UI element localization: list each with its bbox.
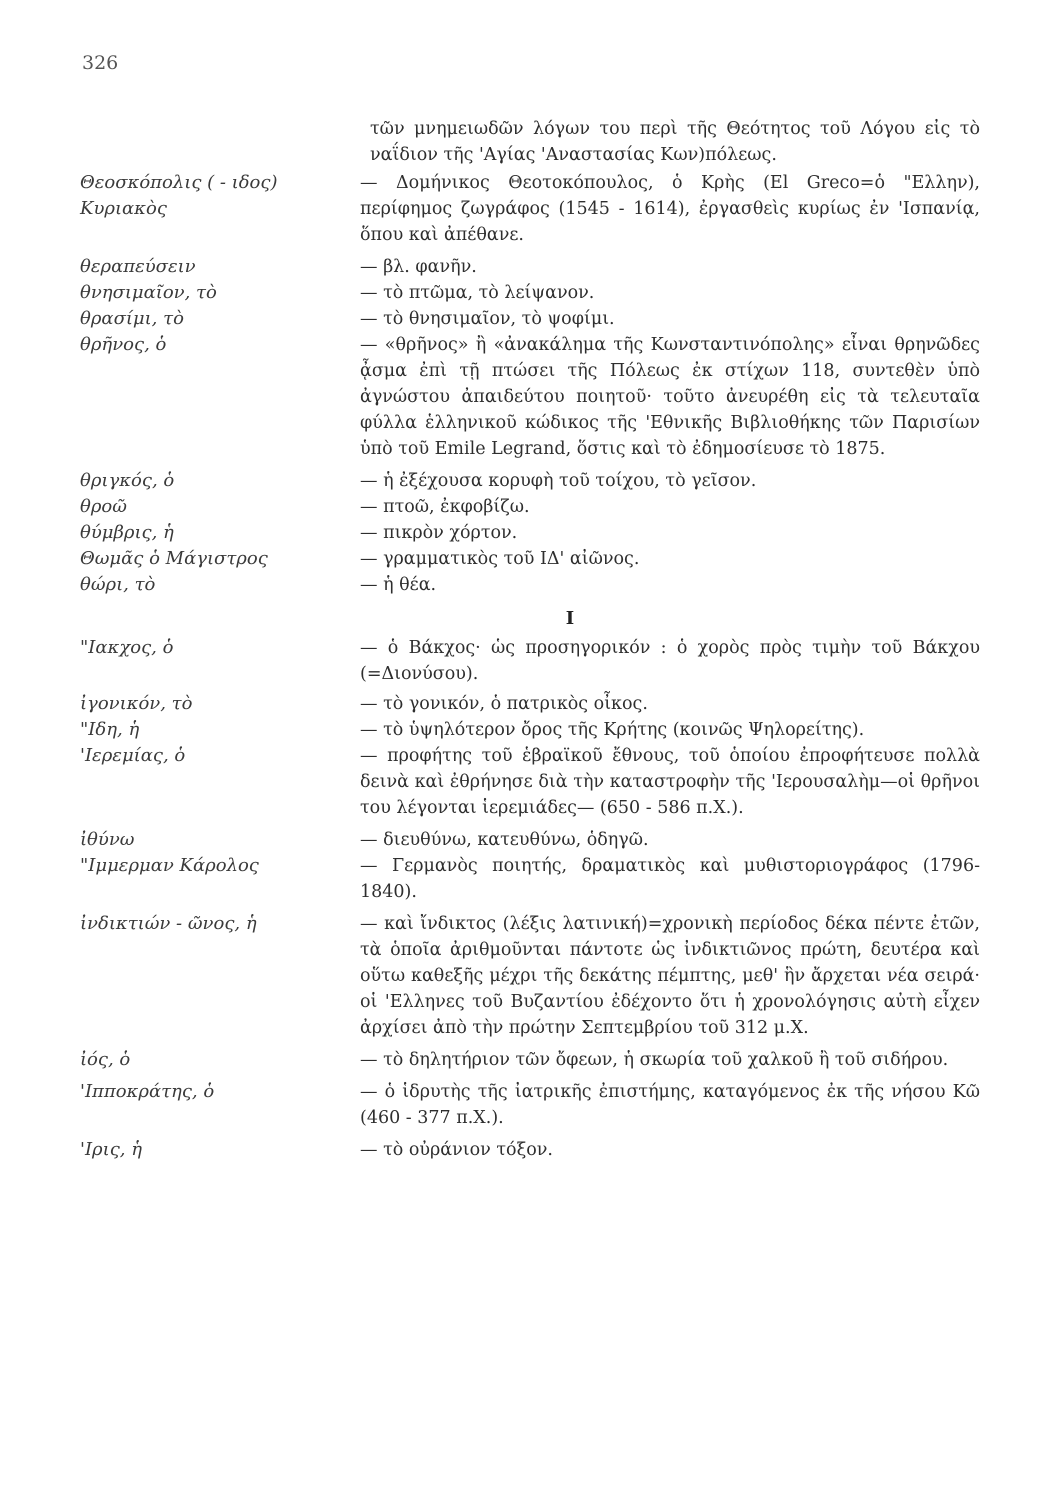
entry-definition: — τὸ οὐράνιον τόξον. bbox=[360, 1140, 553, 1160]
entry-term: Θωμᾶς ὁ Μάγιστρος bbox=[80, 548, 268, 569]
glossary-entry bbox=[80, 853, 980, 905]
entry-term: ἰθύνω bbox=[80, 829, 135, 850]
glossary-entry bbox=[80, 572, 980, 598]
entry-definition: — Γερμανὸς ποιητής, δραματικὸς καὶ μυθιστοριογράφος (1796-1840). bbox=[360, 856, 980, 902]
entry-definition: — καὶ ἴνδικτος (λέξις λατινική)=χρονικὴ περίοδος δέκα πέντε ἐτῶν, τὰ ὁποῖα ἀριθμοῦνται πάντοτε ὡς ἰνδικτιῶνος πρώτη, δευτέρα καὶ οὕτω καθεξῆς μέχρι τῆς δεκάτης πέμπτης, μεθ' ἣν ἄρχεται νέα σειρά· οἱ 'Ελληνες τοῦ Βυζαντίου ἐδέχοντο ὅτι ἡ χρονολόγησις αὐτὴ εἶχεν ἀρχίσει ἀπὸ τὴν πρώτην Σεπτεμβρίου τοῦ 312 μ.Χ. bbox=[360, 914, 980, 1038]
entry-term: Θεοσκόπολις ( - ιδος) Κυριακὸς bbox=[80, 172, 278, 219]
entry-term: θεραπεύσειν bbox=[80, 256, 196, 277]
entry-term: 'Ιρις, ἡ bbox=[80, 1139, 143, 1160]
entry-definition: — προφήτης τοῦ ἑβραϊκοῦ ἔθνους, τοῦ ὁποίου ἐπροφήτευσε πολλὰ δεινὰ καὶ ἐθρήνησε διὰ τὴν καταστροφὴν τῆς 'Ιερουσαλὴμ—οἱ θρῆνοι του λέγονται ἱερεμιάδες— (650 - 586 π.Χ.). bbox=[360, 746, 980, 818]
entry-term: 'Ιπποκράτης, ὁ bbox=[80, 1081, 215, 1102]
entry-term: θρῆνος, ὁ bbox=[80, 334, 167, 355]
glossary-entry bbox=[80, 468, 980, 494]
entry-definition: — πτοῶ, ἐκφοβίζω. bbox=[360, 497, 530, 517]
entry-definition: — «θρῆνος» ἢ «ἀνακάλημα τῆς Κωνσταντινόπολης» εἶναι θρηνῶδες ᾆσμα ἐπὶ τῇ πτώσει τῆς Πόλεως ἐκ στίχων 118, συντεθὲν ὑπὸ ἀγνώστου ἀπαιδεύτου ποιητοῦ· τοῦτο ἀνευρέθη εἰς τὰ τελευταῖα φύλλα ἑλληνικοῦ κώδικος τῆς 'Εθνικῆς Βιβλιοθήκης τῶν Παρισίων ὑπὸ τοῦ Emile Legrand, ὅστις καὶ τὸ ἐδημοσίευσε τὸ 1875. bbox=[360, 335, 980, 459]
entry-definition: — τὸ ὑψηλότερον ὄρος τῆς Κρήτης (κοινῶς Ψηλορείτης). bbox=[360, 720, 865, 740]
entry-term: θρασίμι, τὸ bbox=[80, 308, 184, 329]
glossary-entry-continuation bbox=[80, 116, 980, 168]
entry-definition: — ὁ ἱδρυτὴς τῆς ἰατρικῆς ἐπιστήμης, καταγόμενος ἐκ τῆς νήσου Κῶ (460 - 377 π.Χ.). bbox=[360, 1082, 980, 1128]
glossary-entry bbox=[80, 1137, 980, 1163]
entry-definition: — τὸ θνησιμαῖον, τὸ ψοφίμι. bbox=[360, 309, 615, 329]
glossary-entry bbox=[80, 306, 980, 332]
entry-term: ἰγονικόν, τὸ bbox=[80, 693, 193, 714]
glossary-entries bbox=[80, 116, 980, 1163]
entry-definition: — πικρὸν χόρτον. bbox=[360, 523, 518, 543]
entry-term: "Ιμμερμαν Κάρολος bbox=[80, 855, 259, 876]
glossary-entry bbox=[80, 635, 980, 687]
entry-term: θώρι, τὸ bbox=[80, 574, 156, 595]
entry-term: ἰνδικτιών - ῶνος, ἡ bbox=[80, 913, 257, 934]
glossary-entry bbox=[80, 332, 980, 462]
letter-heading: I bbox=[565, 608, 575, 629]
entry-definition: — Δομήνικος Θεοτοκόπουλος, ὁ Κρὴς (El Greco=ὁ "Ελλην), περίφημος ζωγράφος (1545 - 1614), ἐργασθεὶς κυρίως ἐν 'Ισπανίᾳ, ὅπου καὶ ἀπέθανε. bbox=[360, 173, 980, 245]
glossary-entry bbox=[80, 1047, 980, 1073]
entry-definition: — ἡ θέα. bbox=[360, 575, 437, 595]
entry-definition: τῶν μνημειωδῶν λόγων του περὶ τῆς Θεότητος τοῦ Λόγου εἰς τὸ ναΐδιον τῆς 'Αγίας 'Αναστασίας Κων)πόλεως. bbox=[370, 119, 980, 165]
glossary-entry bbox=[80, 691, 980, 717]
glossary-entry bbox=[80, 911, 980, 1041]
glossary-entry bbox=[80, 827, 980, 853]
glossary-entry bbox=[80, 254, 980, 280]
page-number: 326 bbox=[82, 52, 119, 74]
glossary-entry bbox=[80, 170, 980, 248]
entry-definition: — τὸ δηλητήριον τῶν ὄφεων, ἡ σκωρία τοῦ χαλκοῦ ἢ τοῦ σιδήρου. bbox=[360, 1050, 949, 1070]
glossary-entry bbox=[80, 494, 980, 520]
entry-term: θριγκός, ὁ bbox=[80, 470, 175, 491]
entry-definition: — ὁ Βάκχος· ὡς προσηγορικόν : ὁ χορὸς πρὸς τιμὴν τοῦ Βάκχου (=Διονύσου). bbox=[360, 638, 980, 684]
glossary-entry bbox=[80, 743, 980, 821]
glossary-entry bbox=[80, 1079, 980, 1131]
entry-term: "Ιδη, ἡ bbox=[80, 719, 140, 740]
glossary-entry bbox=[80, 546, 980, 572]
entry-definition: — γραμματικὸς τοῦ ΙΔ' αἰῶνος. bbox=[360, 549, 640, 569]
glossary-entry bbox=[80, 717, 980, 743]
entry-term: θροῶ bbox=[80, 496, 127, 517]
entry-definition: — τὸ πτῶμα, τὸ λείψανον. bbox=[360, 283, 595, 303]
glossary-entry bbox=[80, 520, 980, 546]
entry-term: 'Ιερεμίας, ὁ bbox=[80, 745, 186, 766]
entry-term: "Ιακχος, ὁ bbox=[80, 637, 174, 658]
entry-term: θύμβρις, ἡ bbox=[80, 522, 174, 543]
entry-definition: — ἡ ἐξέχουσα κορυφὴ τοῦ τοίχου, τὸ γεῖσον. bbox=[360, 471, 757, 491]
entry-term: θνησιμαῖον, τὸ bbox=[80, 282, 217, 303]
entry-term: ἰός, ὁ bbox=[80, 1049, 131, 1070]
entry-definition: — τὸ γονικόν, ὁ πατρικὸς οἶκος. bbox=[360, 694, 648, 714]
glossary-entry bbox=[80, 280, 980, 306]
entry-definition: — διευθύνω, κατευθύνω, ὁδηγῶ. bbox=[360, 830, 649, 850]
entry-definition: — βλ. φανῆν. bbox=[360, 257, 477, 277]
